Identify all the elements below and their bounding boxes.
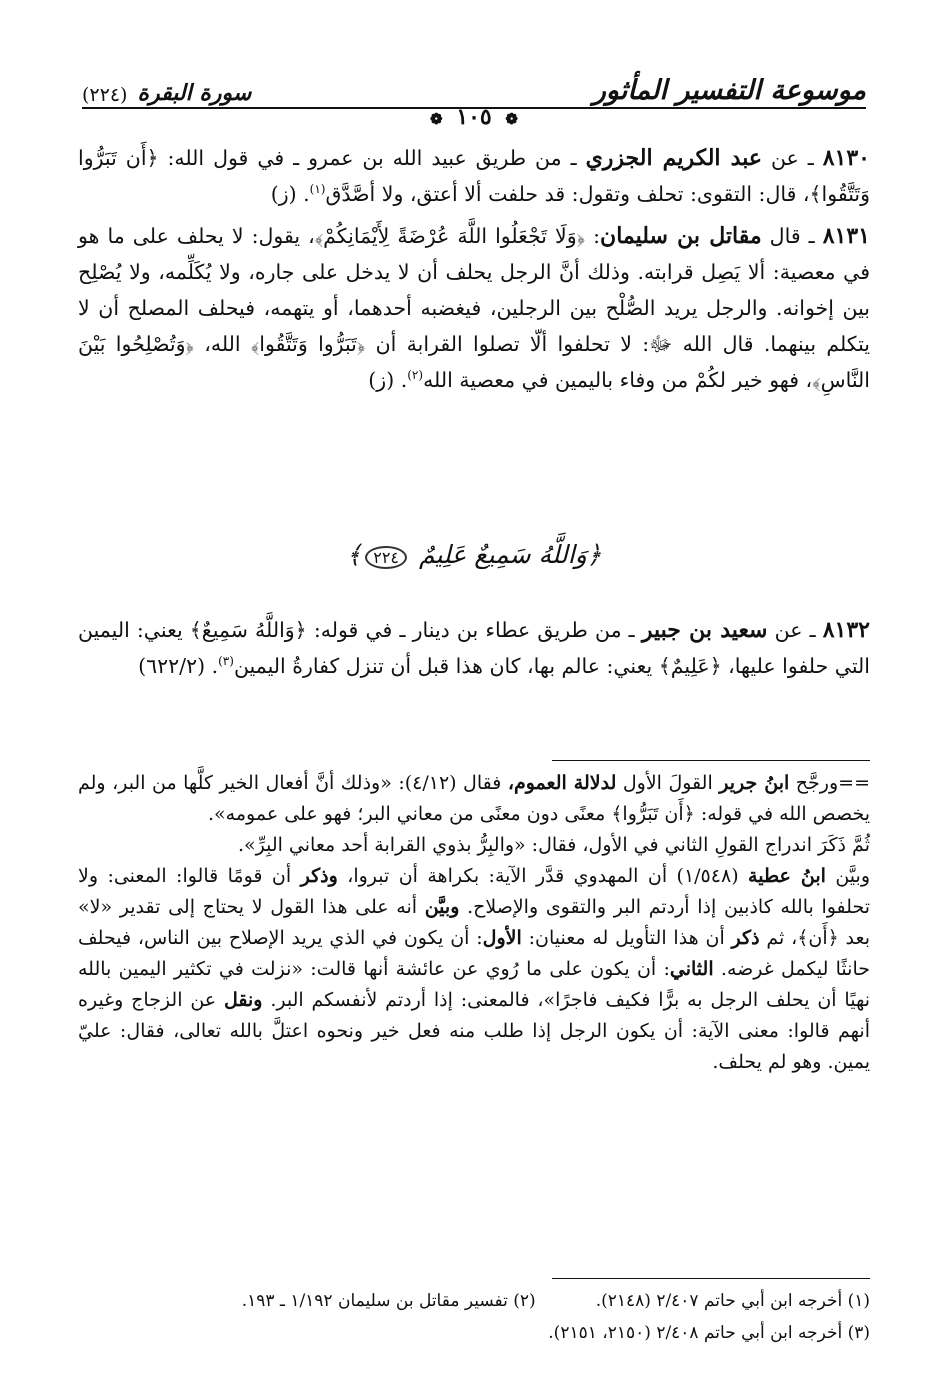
surah-label [82,80,251,106]
footnotes [78,1285,870,1349]
footnote-row [78,1317,870,1349]
note-paragraph [78,768,870,830]
note-emphasis: ونقل [224,989,263,1011]
note-text: فقال (٤/١٢): «وذلك أنَّ أفعال الخير كلَّها من البر، ولم يخصص الله في قوله: ﴿أَن تَبَرُّوا﴾ معنًى دون معنًى من معاني البر؛ فهو على عمومه». [78,772,870,825]
footnote-2: (٢) تفسير مقاتل بن سليمان ١/١٩٢ ـ ١٩٣. [241,1291,536,1311]
entry-number: ٨١٣٠ [822,145,870,171]
book-title: موسوعة التفسير المأثور [592,75,866,106]
footnotes-divider [552,1278,870,1279]
entry-lead: ـ عن [774,618,816,642]
note-text: : أن يكون على ما رُوي عن عائشة أنها قالت: «نزلت في تكثير اليمين بالله نهيًا أن يحلف الرجل به برًّا فكيف فاجرًا»، فالمعنى: إذا أردتم لأنفسكم البر. [78,958,870,1011]
entry-tail: . (ز) [270,182,310,206]
note-emphasis: الأول [482,927,522,949]
ornament-right-icon: ❁ [505,110,518,128]
main-text [78,140,870,404]
entry-lead: ـ قال [769,224,815,248]
note-text: أن قومًا قالوا: المعنى: ولا تحلفوا بالله كاذبين إذا أردتم البر والتقوى والإصلاح. [78,865,870,918]
note-emphasis: وذكر [300,865,338,887]
note-paragraph [78,830,870,861]
entry-text: ـ من طريق عطاء بن دينار ـ في قوله: ﴿وَاللَّهُ سَمِيعٌ﴾ يعني: اليمين التي حلفوا عليها، ﴿عَلِيمٌ﴾ يعني: عالم بها، كان هذا قبل أن تنزل كفارةُ اليمين [78,618,870,678]
note-text: ==ورجَّح [789,772,870,794]
narrator-name: عبد الكريم الجزري [585,145,762,171]
page-number-block [0,104,948,130]
ayah-number-icon: ٢٢٤ [365,546,407,569]
entry-number: ٨١٣١ [822,223,870,249]
note-text: القولَ الأول [616,772,720,794]
note-text: عن الزجاج وغيره أنهم قالوا: معنى الآية: أن يكون الرجل إذا طلب منه فعل خير ونحوه اعتلَّ بالله تعالى، فقال: عليّ يمين. وهو لم يحلف. [78,989,870,1073]
footnote-ref: (٣) [218,654,234,669]
commentary-notes [78,768,870,1078]
footnote-ref: (٢) [407,368,424,383]
entry-tail: . (ز) [368,368,408,392]
note-emphasis: الثاني [669,958,714,980]
surah-name: سورة البقرة [137,80,252,106]
page-number: ١٠٥ [456,104,492,130]
verse-text: ﴿وَاللَّهُ سَمِيعٌ عَلِيمٌ [418,540,602,569]
entry-lead: ـ عن [770,146,814,170]
entry-text: ـ من طريق عبيد الله بن عمرو ـ في قول الله: ﴿أَن تَبَرُّوا وَتَتَّقُوا﴾، قال: التقوى: تحلف وتقول: قد حلفت ألا أعتق، ولا أصَّدَّق [78,146,870,206]
entry-text: : ﴿وَلَا تَجْعَلُوا اللَّهَ عُرْضَةً لِأَيْمَانِكُمْ﴾، يقول: لا يحلف على ما هو في معصية: ألا يَصِل قرابته. وذلك أنَّ الرجل يحلف أن لا يدخل على جاره، ولا يُكَلِّمه، ولا يُصْلِح بين إخوانه. والرجل يريد الصُّلْح بين الرجلين، فيغضبه أحدهما، أو يتهمه، فيحلف المصلح أن لا يتكلم بينهما. قال الله ﷻ: لا تحلفوا ألّا تصلوا القرابة أن ﴿تَبَرُّوا وَتَتَّقُوا﴾ الله، ﴿وَتُصْلِحُوا بَيْنَ النَّاسِ﴾، فهو خير لكُمْ من وفاء باليمين في معصية الله [78,224,870,392]
note-emphasis: ابنُ جرير [719,772,790,794]
running-header [82,66,866,106]
footnote-ref: (١) [309,182,326,197]
note-emphasis: ذكر [731,927,760,949]
entry-8132 [78,612,870,684]
note-paragraph [78,861,870,1078]
footnote-3: (٣) أخرجه ابن أبي حاتم ٢/٤٠٨ (٢١٥٠، ٢١٥١). [548,1323,870,1343]
entry-8131 [78,218,870,398]
surah-verse-number: (٢٢٤) [82,84,128,106]
verse-close: ﴾ [346,540,362,569]
entry-tail: . (٦٢٢/٢) [138,654,219,678]
footnote-1: (١) أخرجه ابن أبي حاتم ٢/٤٠٧ (٢١٤٨). [595,1291,870,1311]
note-text: (١/٥٤٨) أن المهدوي قدَّر الآية: بكراهة أن تبروا، [337,865,749,887]
verse-heading [0,540,948,569]
note-emphasis: لدلالة العموم، [507,772,617,794]
note-text: أنه على هذا القول لا يحتاج إلى تقدير «لا» بعد ﴿أَن﴾، ثم [78,896,870,949]
ornament-left-icon: ❁ [430,110,443,128]
note-emphasis: وبيَّن [424,896,460,918]
entry-8130 [78,140,870,212]
note-emphasis: ابنُ عطية [748,865,826,887]
narrator-name: سعيد بن جبير [641,617,768,643]
note-text: أن هذا التأويل له معنيان: [521,927,732,949]
note-text: ثُمَّ ذَكَرَ اندراج القولِ الثاني في الأول، فقال: «والبِرُّ بذوي القرابة أحد معاني البِرِّ». [237,834,870,856]
entry-number: ٨١٣٢ [822,617,870,643]
narrator-name: مقاتل بن سليمان [600,223,762,249]
footnote-row [78,1285,870,1317]
note-text: وبيَّن [825,865,870,887]
notes-divider [552,760,870,761]
note-text: : أن يكون في الذي يريد الإصلاح بين الناس، فيحلف حانثًا ليكمل غرضه. [78,927,870,980]
